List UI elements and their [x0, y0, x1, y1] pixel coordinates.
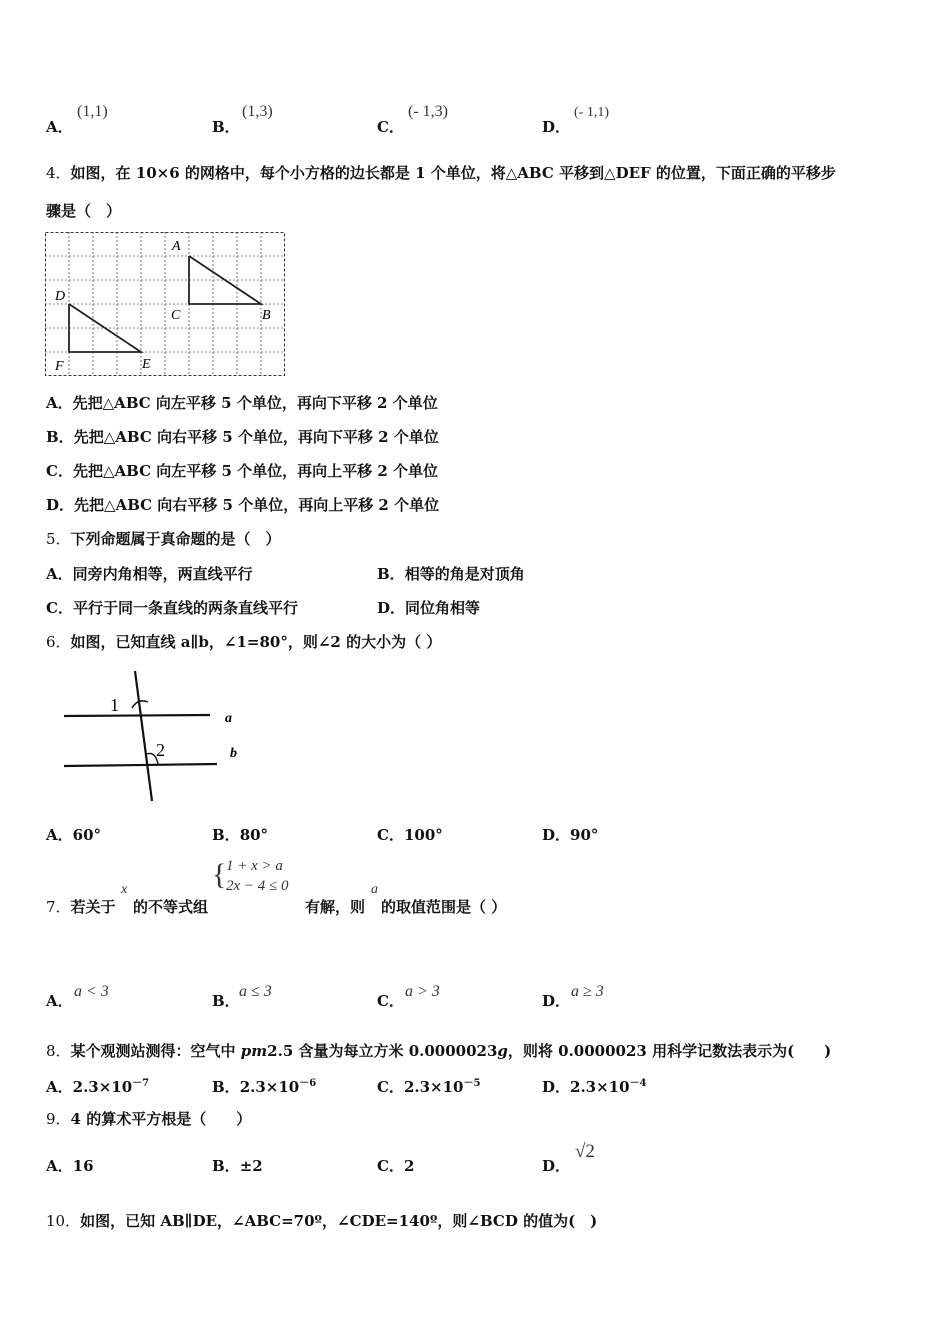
q7-option-b-value: a ≤ 3: [239, 983, 272, 1000]
q4-stem-line2: 骤是（ ）: [46, 202, 122, 220]
q7-var-x: x: [121, 882, 128, 897]
q6-option-c: C．100°: [377, 826, 443, 844]
q6-transversal: [135, 671, 152, 801]
q4-stem-line1: [46, 162, 836, 183]
q3-option-b-value: (1,3): [242, 103, 273, 120]
q8-option-b: B．$2.3\times 10^{-6}$: [212, 1078, 317, 1096]
q9-option-d-value: √2: [575, 1141, 595, 1162]
q3-option-a-label: A．: [46, 118, 73, 136]
q4-option-a: A．先把△ABC 向左平移 5 个单位，再向下平移 2 个单位: [46, 394, 438, 412]
q9-option-d-label: D．: [542, 1157, 571, 1175]
q7-option-d-label: D．: [542, 992, 571, 1010]
q3-option-d-value: (- 1,1): [574, 105, 609, 120]
q7-option-a-value: a < 3: [74, 983, 109, 1000]
q6-stem: 6．如图，已知直线 a∥b，∠1=80°，则∠2 的大小为（ ）: [46, 633, 442, 651]
q3-option-a-value: (1,1): [77, 103, 108, 120]
q4-option-b: B．先把△ABC 向右平移 5 个单位，再向下平移 2 个单位: [46, 428, 439, 446]
q8-stem: 8．某个观测站测得：空气中 pm2.5 含量为每立方米 0.0000023g，则将 0.0000023 用科学记数法表示为( ): [46, 1042, 832, 1060]
q7-option-a-label: A．: [46, 992, 73, 1010]
q8-option-d: D．$2.3\times 10^{-4}$: [542, 1078, 647, 1096]
q9-option-b: B．±2: [212, 1157, 263, 1175]
q3-option-c-value: (- 1,3): [408, 103, 448, 120]
q7-option-d-value: a ≥ 3: [571, 983, 604, 1000]
q4-label-a: A: [172, 239, 181, 254]
q7-option-c-value: a > 3: [405, 983, 440, 1000]
q4-option-c: C．先把△ABC 向左平移 5 个单位，再向上平移 2 个单位: [46, 462, 439, 480]
q5-stem: 5．下列命题属于真命题的是（ ）: [46, 530, 281, 548]
q4-label-e: E: [142, 357, 151, 372]
q6-option-d: D．90°: [542, 826, 599, 844]
q9-stem: 9．4 的算术平方根是（ ）: [46, 1110, 252, 1128]
q4-label-c: C: [171, 308, 181, 323]
q3-option-c-label: C．: [377, 118, 404, 136]
q6-label-a: a: [225, 711, 232, 726]
q6-label-b: b: [230, 746, 237, 761]
q4-option-d: D．先把△ABC 向右平移 5 个单位，再向上平移 2 个单位: [46, 496, 440, 514]
q5-option-a: A．同旁内角相等，两直线平行: [46, 565, 253, 583]
q6-option-a: A．60°: [46, 826, 102, 844]
q6-line-a: [64, 715, 210, 716]
q5-option-b: B．相等的角是对顶角: [377, 565, 525, 583]
q3-option-b-label: B．: [212, 118, 240, 136]
q9-option-a: A．16: [46, 1157, 94, 1175]
q5-option-c: C．平行于同一条直线的两条直线平行: [46, 599, 298, 617]
q7-system-line2: 2x − 4 ≤ 0: [226, 878, 289, 894]
q9-option-c: C．2: [377, 1157, 415, 1175]
q4-label-d: D: [55, 289, 66, 304]
q7-stem-part3: 有解，则: [305, 898, 366, 916]
q7-option-b-label: B．: [212, 992, 240, 1010]
q3-option-d-label: D．: [542, 118, 571, 136]
q4-label-b: B: [262, 308, 271, 323]
q7-var-a: a: [371, 882, 378, 897]
q7-option-c-label: C．: [377, 992, 404, 1010]
q6-parallel-lines-figure: [60, 668, 250, 804]
q5-option-d: D．同位角相等: [377, 599, 481, 617]
q6-label-2: 2: [156, 740, 165, 760]
q7-system-line1: 1 + x > a: [226, 858, 283, 874]
q8-option-a: A．$2.3\times 10^{-7}$: [46, 1078, 150, 1096]
q10-stem: 10．如图，已知 AB∥DE，∠ABC=70º，∠CDE=140º，则∠BCD 的值为( ): [46, 1212, 598, 1230]
q7-stem-part1: 7．若关于: [46, 898, 116, 916]
q7-brace: {: [212, 858, 227, 891]
q4-label-f: F: [55, 359, 64, 374]
q4-grid-figure: [45, 232, 287, 378]
q4-number: 4．: [46, 164, 71, 182]
q7-stem-part2: 的不等式组: [133, 898, 209, 916]
q8-option-c: C．$2.3\times 10^{-5}$: [377, 1078, 481, 1096]
q6-option-b: B．80°: [212, 826, 269, 844]
q6-line-b: [64, 764, 217, 766]
q7-stem-part4: 的取值范围是（ ）: [381, 898, 507, 916]
q6-label-1: 1: [110, 695, 119, 715]
q4-text-line1: 如图，在 10×6 的网格中，每个小方格的边长都是 1 个单位，将△ABC 平移到△DEF 的位置，下面正确的平移步: [70, 164, 836, 182]
